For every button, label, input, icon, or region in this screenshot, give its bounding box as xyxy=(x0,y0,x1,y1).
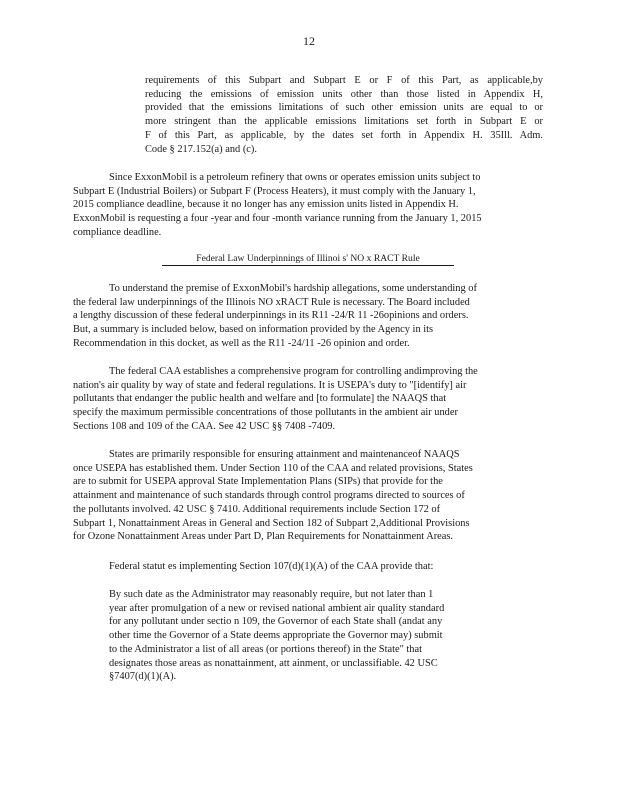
quote-line: §7407(d)(1)(A). xyxy=(109,671,177,683)
paragraph-line: But, a summary is included below, based on information provided by the Agency in its xyxy=(73,324,434,336)
quote-line: provided that the emissions limitations of such other emission units are equal to or xyxy=(145,102,543,114)
quote-line: F of this Part, as applicable, by the dates set forth in Appendix H. 35Ill. Adm. xyxy=(145,129,543,141)
paragraph-hardship-premise xyxy=(73,282,543,351)
paragraph-line: ExxonMobil is requesting a four -year and four -month variance running from the January 1, 2015 xyxy=(73,213,482,225)
section-heading: Federal Law Underpinnings of Illinoi s' NO x RACT Rule xyxy=(162,253,454,266)
paragraph-line: Sections 108 and 109 of the CAA. See 42 USC §§ 7408 -7409. xyxy=(73,420,336,432)
quote-line: year after promulgation of a new or revised national ambient air quality standard xyxy=(109,602,445,614)
block-quote-regulation xyxy=(145,74,543,156)
quote-line: designates those areas as nonattainment, att ainment, or unclassifiable. 42 USC xyxy=(109,657,438,669)
paragraph-line: Subpart 1, Nonattainment Areas in General and Section 182 of Subpart 2,Additional Provisions xyxy=(73,517,470,529)
paragraph-line: for Ozone Nonattainment Areas under Part D, Plan Requirements for Nonattainment Areas. xyxy=(73,531,454,543)
quote-line: reducing the emissions of emission units other than those listed in Appendix H, xyxy=(145,88,543,100)
paragraph-line: Since ExxonMobil is a petroleum refinery that owns or operates emission units subject to xyxy=(109,172,481,183)
paragraph-exxonmobil-compliance xyxy=(73,171,543,240)
paragraph-line: the pollutants involved. 42 USC § 7410. Additional requirements include Section 172 of xyxy=(73,503,441,515)
quote-line: other time the Governor of a State deems appropriate the Governor may) submit xyxy=(109,630,443,642)
paragraph-line: specify the maximum permissible concentrations of those pollutants in the ambient air under xyxy=(73,407,458,419)
paragraph-line: a lengthy discussion of these federal underpinnings in its R11 -24/R 11 -26opinions and orders. xyxy=(73,310,469,322)
paragraph-line: the federal law underpinnings of the Illinois NO xRACT Rule is necessary. The Board included xyxy=(73,296,470,308)
quote-line: Code § 217.152(a) and (c). xyxy=(145,143,257,155)
paragraph-states-responsibility xyxy=(73,448,543,544)
paragraph-line: States are primarily responsible for ensuring attainment and maintenanceof NAAQS xyxy=(109,449,460,460)
quote-line: to the Administrator a list of all areas (or portions thereof) in the State" that xyxy=(109,643,422,655)
paragraph-line: attainment and maintenance of such standards through control programs directed to sources of xyxy=(73,490,465,502)
paragraph-federal-statutes xyxy=(109,560,543,574)
quote-line: requirements of this Subpart and Subpart E or F of this Part, as applicable,by xyxy=(145,75,543,86)
paragraph-federal-caa xyxy=(73,365,543,434)
quote-line: more stringent than the applicable emissions limitations set forth in Subpart E or xyxy=(145,116,543,128)
paragraph-line: The federal CAA establishes a comprehensive program for controlling andimproving the xyxy=(109,366,478,377)
page-number: 12 xyxy=(303,34,315,48)
paragraph-line: once USEPA has established them. Under Section 110 of the CAA and related provisions, States xyxy=(73,462,473,474)
block-quote-statute xyxy=(109,588,501,684)
paragraph-line: Federal statut es implementing Section 107(d)(1)(A) of the CAA provide that: xyxy=(109,561,434,572)
paragraph-line: 2015 compliance deadline, because it no longer has any emission units listed in Appendix H. xyxy=(73,199,459,211)
paragraph-line: pollutants that endanger the public health and welfare and [to formulate] the NAAQS that xyxy=(73,393,447,405)
paragraph-line: nation's air quality by way of state and federal regulations. It is USEPA's duty to "[identify] air xyxy=(73,379,467,391)
paragraph-line: Subpart E (Industrial Boilers) or Subpart F (Process Heaters), it must comply with the January 1, xyxy=(73,185,476,197)
paragraph-line: compliance deadline. xyxy=(73,226,162,238)
paragraph-line: Recommendation in this docket, as well as the R11 -24/11 -26 opinion and order. xyxy=(73,337,410,349)
quote-line: By such date as the Administrator may reasonably require, but not later than 1 xyxy=(109,589,434,600)
quote-line: for any pollutant under sectio n 109, the Governor of each State shall (andat any xyxy=(109,616,443,628)
paragraph-line: To understand the premise of ExxonMobil's hardship allegations, some understanding of xyxy=(109,283,477,294)
paragraph-line: are to submit for USEPA approval State Implementation Plans (SIPs) that provide for the xyxy=(73,476,443,488)
